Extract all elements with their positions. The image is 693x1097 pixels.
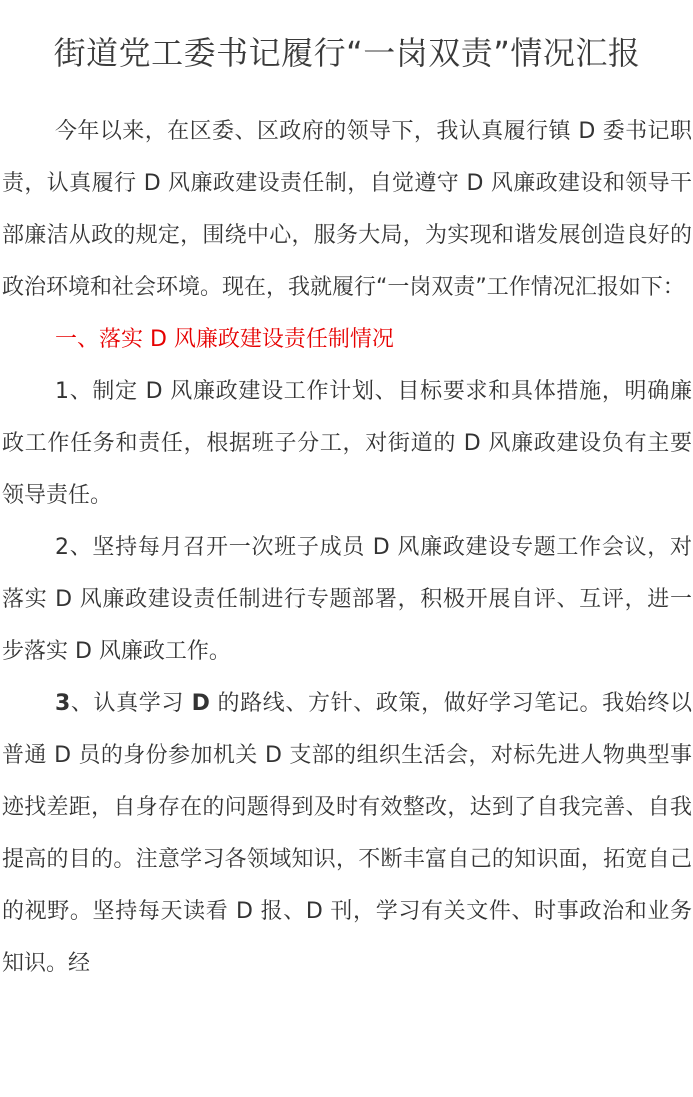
paragraph-item-1: 1、制定 D 风廉政建设工作计划、目标要求和具体措施，明确廉政工作任务和责任，根据班子分工，对街道的 D 风廉政建设负有主要领导责任。 bbox=[2, 379, 692, 508]
paragraph-item-3 bbox=[2, 678, 692, 990]
paragraph-item-3-text-2: 的路线、方针、政策，做好学习笔记。我始终以普通 D 员的身份参加机关 D 支部的组织生活会，对标先进人物典型事迹找差距，自身存在的问题得到及时有效整改，达到了自我完善、自我提高的目的。注意学习各领域知识，不断丰富自己的知识面，拓宽自己的视野。坚持每天读看 D 报、D 刊，学习有关文件、时事政治和业务知识。经 bbox=[2, 691, 692, 976]
document-body bbox=[2, 106, 692, 990]
document-title: 街道党工委书记履行“一岗双责”情况汇报 bbox=[53, 34, 641, 72]
paragraph-item-3-text-1: 、认真学习 bbox=[70, 691, 192, 716]
section-heading-1: 一、落实 D 风廉政建设责任制情况 bbox=[55, 327, 394, 352]
paragraph-item-3-number: 3 bbox=[55, 691, 71, 716]
intro-paragraph: 今年以来，在区委、区政府的领导下，我认真履行镇 D 委书记职责，认真履行 D 风廉政建设责任制，自觉遵守 D 风廉政建设和领导干部廉洁从政的规定，围绕中心，服务大局，为实现和谐发展创造良好的政治环境和社会环境。现在，我就履行“一岗双责”工作情况汇报如下： bbox=[2, 119, 692, 300]
paragraph-item-2: 2、坚持每月召开一次班子成员 D 风廉政建设专题工作会议，对落实 D 风廉政建设责任制进行专题部署，积极开展自评、互评，进一步落实 D 风廉政工作。 bbox=[2, 535, 692, 664]
paragraph-item-3-bold-d: D bbox=[191, 691, 210, 716]
